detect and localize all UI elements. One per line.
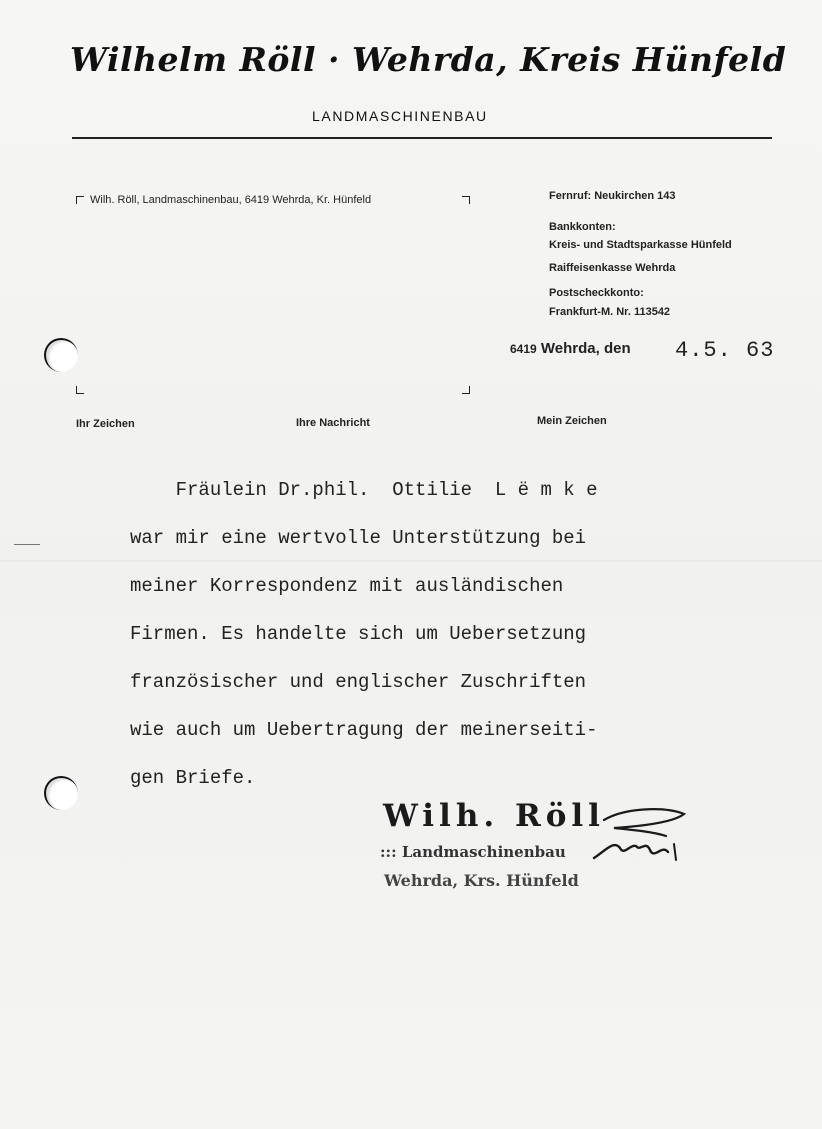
letterhead-title: Wilhelm Röll · Wehrda, Kreis Hünfeld: [70, 40, 787, 79]
company-stamp-name: Wilh. Röll: [383, 798, 605, 834]
handwritten-signature: [584, 800, 694, 875]
fold-mark: [14, 544, 40, 545]
address-window-corner: [76, 386, 84, 394]
body-line: wie auch um Uebertragung der meinerseiti-: [130, 719, 598, 741]
label-ihre-nachricht: Ihre Nachricht: [296, 417, 370, 429]
bank-account-1: Kreis- und Stadtsparkasse Hünfeld: [549, 239, 732, 251]
bank-heading: Bankkonten:: [549, 221, 616, 233]
letter-body: [130, 478, 730, 814]
punch-hole: [44, 338, 78, 372]
date-postcode: 6419: [510, 342, 537, 356]
letterhead-subtitle: LANDMASCHINENBAU: [312, 108, 488, 124]
body-line: gen Briefe.: [130, 767, 256, 789]
date-value: 4.5. 63: [675, 338, 775, 363]
date-place-line: [510, 340, 631, 357]
address-window-corner: [462, 196, 470, 204]
label-ihr-zeichen: Ihr Zeichen: [76, 418, 135, 430]
label-mein-zeichen: Mein Zeichen: [537, 415, 607, 427]
date-place: Wehrda, den: [540, 340, 631, 357]
body-line: meiner Korrespondenz mit ausländischen: [130, 575, 564, 597]
body-line: französischer und englischer Zuschriften: [130, 671, 587, 693]
address-window-corner: [76, 196, 84, 204]
company-stamp-line: ::: Landmaschinenbau: [380, 843, 566, 861]
company-stamp-place: Wehrda, Krs. Hünfeld: [384, 871, 579, 890]
body-line: Fräulein Dr.phil. Ottilie L ë m k e: [130, 479, 598, 501]
body-line: war mir eine wertvolle Unterstützung bei: [130, 527, 587, 549]
address-window-corner: [462, 386, 470, 394]
letterhead-rule: [72, 137, 772, 139]
phone-line: Fernruf: Neukirchen 143: [549, 190, 676, 202]
body-line: Firmen. Es handelte sich um Uebersetzung: [130, 623, 587, 645]
postcheck-value: Frankfurt-M. Nr. 113542: [549, 306, 671, 318]
bank-account-2: Raiffeisenkasse Wehrda: [549, 262, 676, 274]
postcheck-heading: Postscheckkonto:: [549, 287, 644, 299]
punch-hole: [44, 776, 78, 810]
return-address-line: Wilh. Röll, Landmaschinenbau, 6419 Wehrda, Kr. Hünfeld: [90, 194, 372, 206]
